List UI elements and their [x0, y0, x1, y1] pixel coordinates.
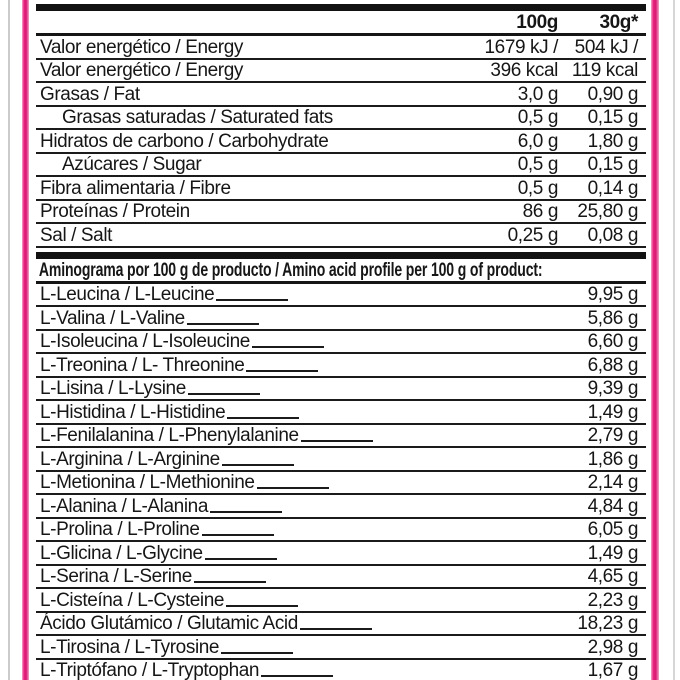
amino-acid-row	[36, 472, 646, 496]
amino-acid-row	[36, 354, 646, 378]
nutrient-label: Grasas / Fat	[40, 83, 140, 105]
value-per-100g: 3,0 g	[517, 83, 558, 105]
page-edge-line-left	[8, 0, 10, 680]
amino-acid-value: 9,95 g	[587, 284, 638, 305]
underscore-filler	[226, 605, 298, 607]
value-per-30g: 504 kJ /	[574, 36, 638, 58]
nutrition-row	[36, 154, 646, 178]
nutrient-label: Valor energético / Energy	[40, 60, 243, 81]
underscore-filler	[261, 675, 333, 677]
nutrient-label: Sal / Salt	[40, 224, 113, 246]
amino-acid-value: 18,23 g	[577, 613, 638, 634]
amino-acid-row	[36, 425, 646, 449]
amino-acid-value: 5,86 g	[587, 307, 638, 329]
pink-border-bar-right	[651, 0, 659, 680]
underscore-filler	[188, 393, 260, 395]
amino-acid-value: 1,67 g	[587, 660, 638, 680]
amino-acid-label: L-Isoleucina / L-Isoleucine	[40, 331, 250, 352]
column-header-per-100g: 100g	[516, 12, 558, 33]
amino-acid-label: L-Arginina / L-Arginine	[40, 448, 220, 470]
value-per-30g: 0,08 g	[587, 224, 638, 246]
amino-acid-label: L-Glicina / L-Glycine	[40, 542, 203, 564]
amino-section-title	[36, 259, 646, 284]
amino-acid-label: L-Leucina / L-Leucine	[40, 284, 215, 305]
amino-acid-label: L-Prolina / L-Proline	[40, 519, 200, 540]
value-per-30g: 119 kcal	[571, 60, 638, 81]
amino-acid-row	[36, 378, 646, 402]
underscore-filler	[205, 558, 277, 560]
amino-acid-row	[36, 448, 646, 472]
value-per-100g: 396 kcal	[490, 60, 558, 81]
amino-acid-row	[36, 307, 646, 331]
amino-acid-value: 4,65 g	[587, 566, 638, 587]
underscore-filler	[300, 628, 372, 630]
amino-acid-value: 2,23 g	[587, 589, 638, 611]
amino-acid-label: L-Treonina / L- Threonine	[40, 354, 245, 376]
nutrient-label: Fibra alimentaria / Fibre	[40, 177, 231, 199]
column-header-per-30g: 30g*	[599, 12, 638, 33]
amino-acid-label: L-Triptófano / L-Tryptophan	[40, 660, 260, 680]
amino-acid-label: L-Alanina / L-Alanina	[40, 495, 208, 517]
value-per-100g: 86 g	[522, 201, 558, 222]
underscore-filler	[202, 534, 274, 536]
underscore-filler	[210, 511, 282, 513]
value-per-30g: 0,15 g	[587, 154, 638, 175]
nutrition-row	[36, 107, 646, 131]
nutrient-label: Proteínas / Protein	[40, 201, 190, 222]
amino-acid-row	[36, 284, 646, 308]
amino-acid-value: 2,98 g	[587, 636, 638, 658]
value-per-30g: 0,15 g	[587, 107, 638, 128]
nutrition-table-body	[36, 36, 646, 248]
value-per-30g: 1,80 g	[587, 130, 638, 152]
amino-acid-value: 1,49 g	[587, 542, 638, 564]
amino-table-body	[36, 284, 646, 680]
value-per-30g: 25,80 g	[577, 201, 638, 222]
amino-acid-value: 2,14 g	[587, 472, 638, 493]
value-per-30g: 0,90 g	[587, 83, 638, 105]
value-per-100g: 0,5 g	[517, 177, 558, 199]
underscore-filler	[221, 652, 293, 654]
value-per-100g: 0,5 g	[517, 154, 558, 175]
amino-acid-value: 6,88 g	[587, 354, 638, 376]
label-content	[36, 4, 646, 680]
underscore-filler	[216, 299, 288, 301]
underscore-filler	[227, 417, 299, 419]
amino-acid-value: 2,79 g	[587, 425, 638, 446]
underscore-filler	[246, 370, 318, 372]
amino-acid-row	[36, 401, 646, 425]
amino-acid-row	[36, 589, 646, 613]
underscore-filler	[252, 346, 324, 348]
amino-section-title-text: Aminograma por 100 g de producto / Amino acid profile per 100 g of product:	[38, 258, 543, 281]
amino-acid-value: 1,49 g	[587, 401, 638, 423]
amino-acid-value: 9,39 g	[587, 378, 638, 399]
amino-acid-row	[36, 519, 646, 543]
nutrition-row	[36, 201, 646, 225]
nutrition-row	[36, 83, 646, 107]
nutrition-row	[36, 224, 646, 248]
pink-border-bar-left	[22, 0, 29, 680]
value-per-100g: 1679 kJ /	[484, 36, 558, 58]
amino-acid-label: L-Histidina / L-Histidine	[40, 401, 226, 423]
amino-acid-row	[36, 636, 646, 660]
amino-acid-row	[36, 542, 646, 566]
value-per-100g: 0,25 g	[507, 224, 558, 246]
amino-acid-label: L-Metionina / L-Methionine	[40, 472, 255, 493]
value-per-100g: 0,5 g	[517, 107, 558, 128]
nutrition-row	[36, 177, 646, 201]
value-per-100g: 6,0 g	[517, 130, 558, 152]
amino-acid-row	[36, 660, 646, 680]
value-per-30g: 0,14 g	[587, 177, 638, 199]
section-separator-bar	[36, 252, 646, 259]
amino-acid-row	[36, 495, 646, 519]
nutrient-label: Hidratos de carbono / Carbohydrate	[40, 130, 329, 152]
amino-acid-row	[36, 331, 646, 355]
nutrition-row	[36, 130, 646, 154]
amino-acid-label: L-Fenilalanina / L-Phenylalanine	[40, 425, 299, 446]
page-edge-line-right	[673, 0, 675, 680]
amino-acid-value: 6,05 g	[587, 519, 638, 540]
amino-acid-value: 4,84 g	[587, 495, 638, 517]
underscore-filler	[222, 464, 294, 466]
underscore-filler	[257, 487, 329, 489]
nutrient-label: Valor energético / Energy	[40, 36, 243, 58]
nutrition-row	[36, 60, 646, 84]
nutrition-table-header	[36, 11, 646, 36]
amino-acid-value: 6,60 g	[587, 331, 638, 352]
amino-acid-value: 1,86 g	[587, 448, 638, 470]
amino-acid-label: L-Lisina / L-Lysine	[40, 378, 186, 399]
amino-acid-label: L-Tirosina / L-Tyrosine	[40, 636, 220, 658]
top-separator-bar	[36, 4, 646, 11]
amino-acid-label: Ácido Glutámico / Glutamic Acid	[40, 613, 298, 634]
amino-acid-row	[36, 613, 646, 637]
underscore-filler	[187, 323, 259, 325]
underscore-filler	[194, 581, 266, 583]
amino-acid-label: L-Cisteína / L-Cysteine	[40, 589, 225, 611]
amino-acid-label: L-Serina / L-Serine	[40, 566, 192, 587]
nutrient-label: Grasas saturadas / Saturated fats	[62, 107, 333, 128]
amino-acid-row	[36, 566, 646, 590]
nutrition-row	[36, 36, 646, 60]
nutrient-label: Azúcares / Sugar	[62, 154, 202, 175]
amino-acid-label: L-Valina / L-Valine	[40, 307, 185, 329]
underscore-filler	[301, 440, 373, 442]
